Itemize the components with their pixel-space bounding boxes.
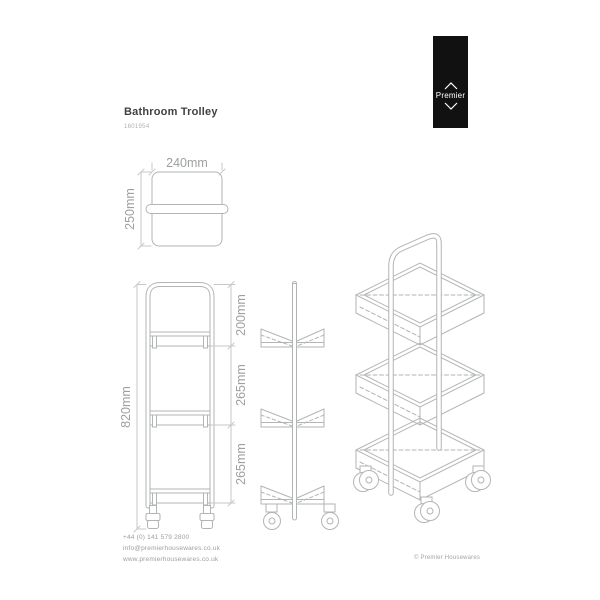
- product-title: Bathroom Trolley: [124, 106, 218, 118]
- contact-phone: +44 (0) 141 579 2800: [123, 534, 190, 541]
- front-caster-left: [146, 506, 160, 529]
- perspective-basket-top: [356, 263, 484, 345]
- front-caster-right: [200, 506, 214, 529]
- dimension-label-tier-bottom: 265mm: [234, 443, 248, 485]
- dimension-label-tier-middle: 265mm: [234, 364, 248, 406]
- side-caster-left: [264, 504, 281, 530]
- perspective-caster-right: [466, 466, 491, 492]
- contact-email: info@premierhousewares.co.uk: [123, 545, 221, 552]
- copyright-notice: © Premier Housewares: [414, 555, 481, 561]
- side-caster-right: [322, 504, 339, 530]
- dimension-label-top-width: 240mm: [166, 156, 208, 170]
- front-frame-tube-core: [148, 285, 212, 507]
- front-shelf-top: [150, 332, 210, 348]
- side-view-drawing: [261, 284, 339, 530]
- product-code: 1601954: [124, 124, 150, 130]
- contact-website: www.premierhousewares.co.uk: [123, 556, 219, 563]
- front-view-drawing: [134, 282, 235, 533]
- front-frame-tube-outer: [148, 285, 212, 507]
- top-view-handle-bar: [146, 205, 228, 214]
- dimension-label-overall-height: 820mm: [119, 386, 133, 428]
- dimension-label-top-depth: 250mm: [123, 188, 137, 230]
- top-view-drawing: [138, 163, 228, 249]
- front-shelf-middle: [150, 411, 210, 427]
- perspective-view-drawing: [354, 236, 491, 523]
- perspective-basket-middle: [356, 343, 484, 425]
- front-shelf-bottom: [150, 489, 210, 505]
- perspective-caster-front: [415, 497, 440, 523]
- brand-name: Premier: [435, 91, 466, 100]
- dimension-label-tier-top: 200mm: [234, 294, 248, 336]
